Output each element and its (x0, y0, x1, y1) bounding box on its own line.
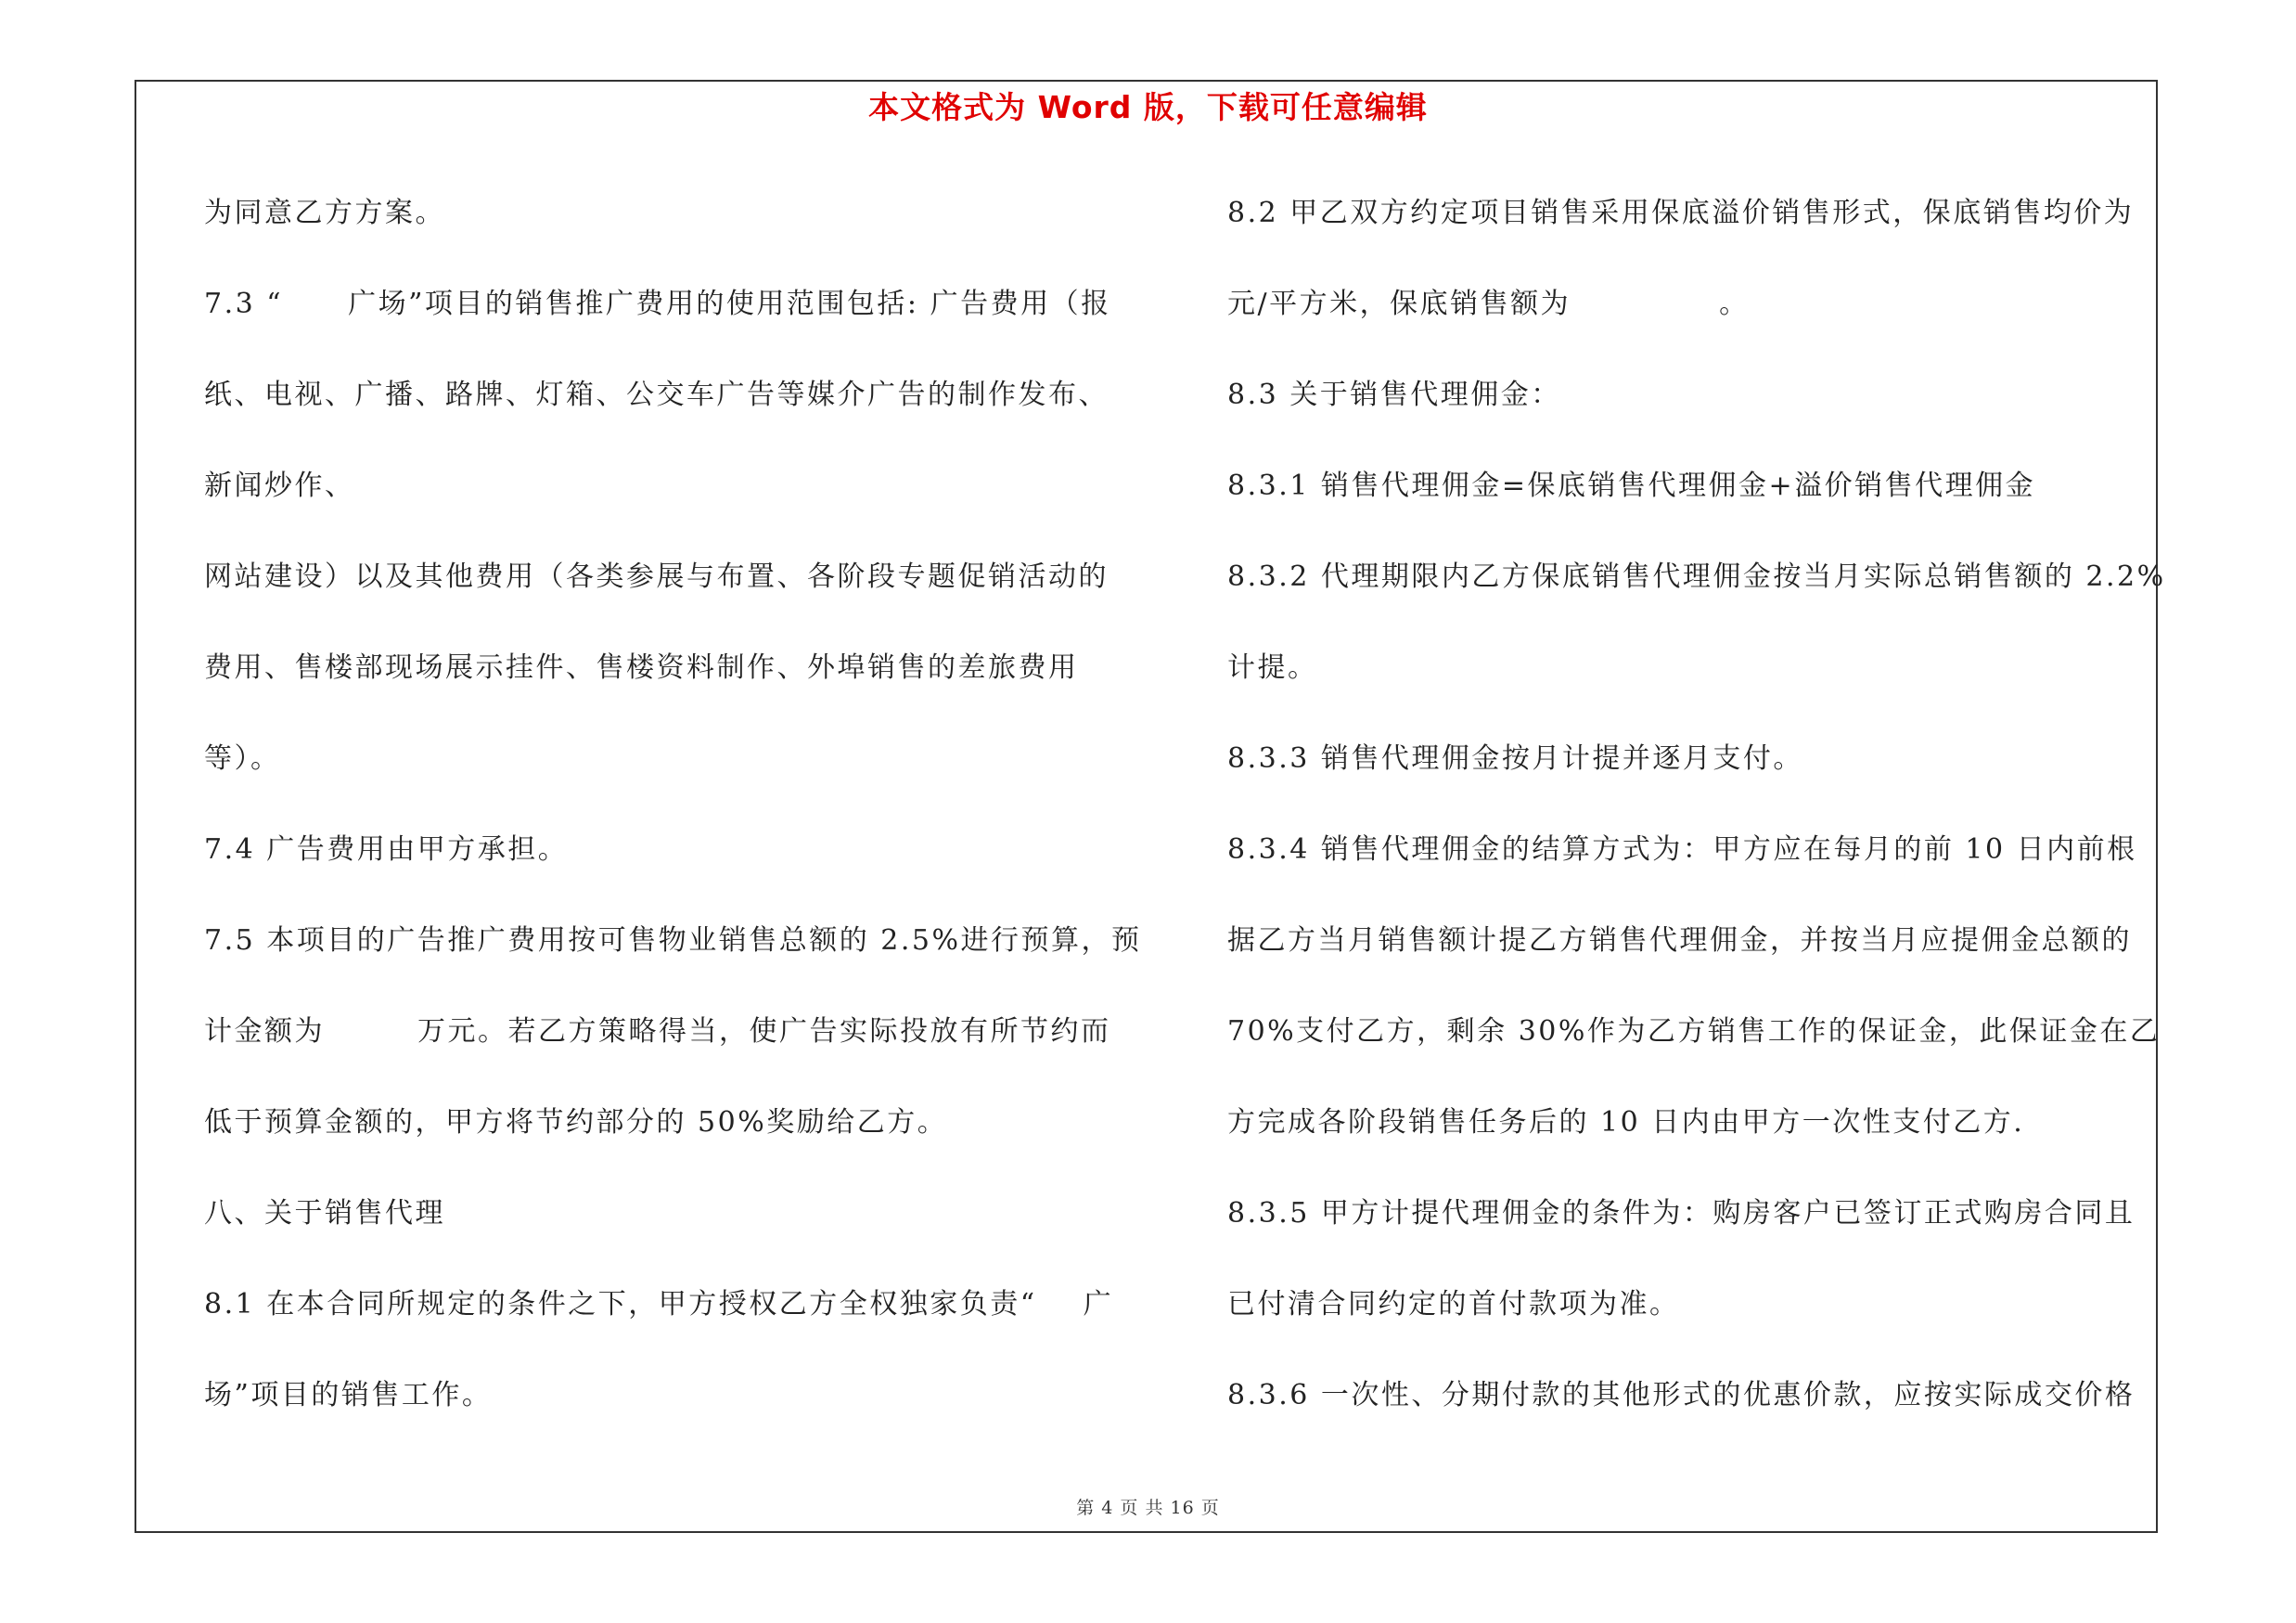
text-line: 7.3 “ 广场”项目的销售推广费用的使用范围包括: 广告费用（报 (204, 288, 1111, 320)
text-line: 8.3.2 代理期限内乙方保底销售代理佣金按当月实际总销售额的 2.2% (1227, 560, 2166, 593)
text-line: 8.3.3 销售代理佣金按月计提并逐月支付。 (1227, 742, 1803, 775)
text-line: 方完成各阶段销售任务后的 10 日内由甲方一次性支付乙方. (1227, 1106, 2025, 1139)
text-line: 计提。 (1227, 651, 1318, 684)
text-line: 8.3.4 销售代理佣金的结算方式为：甲方应在每月的前 10 日内前根 (1227, 833, 2137, 866)
text-line: 元/平方米，保底销售额为 。 (1227, 288, 1750, 320)
editable-banner: 本文格式为 Word 版，下载可任意编辑 (868, 89, 1428, 125)
text-line: 网站建设）以及其他费用（各类参展与布置、各阶段专题促销活动的 (204, 560, 1109, 593)
text-line: 7.4 广告费用由甲方承担。 (204, 833, 569, 866)
text-line: 据乙方当月销售额计提乙方销售代理佣金，并按当月应提佣金总额的 (1227, 924, 2132, 957)
left-column (204, 186, 1169, 1459)
text-line: 70%支付乙方，剩余 30%作为乙方销售工作的保证金，此保证金在乙 (1227, 1015, 2161, 1048)
page-number: 第 4 页 共 16 页 (1076, 1498, 1220, 1518)
section-heading: 八、关于销售代理 (204, 1197, 445, 1230)
text-line: 费用、售楼部现场展示挂件、售楼资料制作、外埠销售的差旅费用 (204, 651, 1079, 684)
text-line: 8.3.6 一次性、分期付款的其他形式的优惠价款，应按实际成交价格 (1227, 1379, 2136, 1411)
text-line: 低于预算金额的，甲方将节约部分的 50%奖励给乙方。 (204, 1106, 948, 1139)
text-line: 8.3.1 销售代理佣金=保底销售代理佣金+溢价销售代理佣金 (1227, 470, 2036, 502)
text-line: 8.3.5 甲方计提代理佣金的条件为：购房客户已签订正式购房合同且 (1227, 1197, 2136, 1230)
text-line: 已付清合同约定的首付款项为准。 (1227, 1288, 1680, 1320)
text-line: 8.3 关于销售代理佣金： (1227, 379, 1561, 411)
text-line: 8.1 在本合同所规定的条件之下，甲方授权乙方全权独家负责“ 广 (204, 1288, 1114, 1320)
text-line: 场”项目的销售工作。 (204, 1379, 493, 1411)
text-line: 7.5 本项目的广告推广费用按可售物业销售总额的 2.5%进行预算，预 (204, 924, 1142, 957)
text-line: 为同意乙方方案。 (204, 197, 445, 229)
text-line: 8.2 甲乙双方约定项目销售采用保底溢价销售形式，保底销售均价为 (1227, 197, 2135, 229)
text-line: 纸、电视、广播、路牌、灯箱、公交车广告等媒介广告的制作发布、 (204, 379, 1109, 411)
text-line: 新闻炒作、 (204, 470, 355, 502)
text-line: 等）。 (204, 742, 281, 775)
right-column (1227, 186, 2166, 1459)
text-line: 计金额为 万元。若乙方策略得当，使广告实际投放有所节约而 (204, 1015, 1111, 1048)
